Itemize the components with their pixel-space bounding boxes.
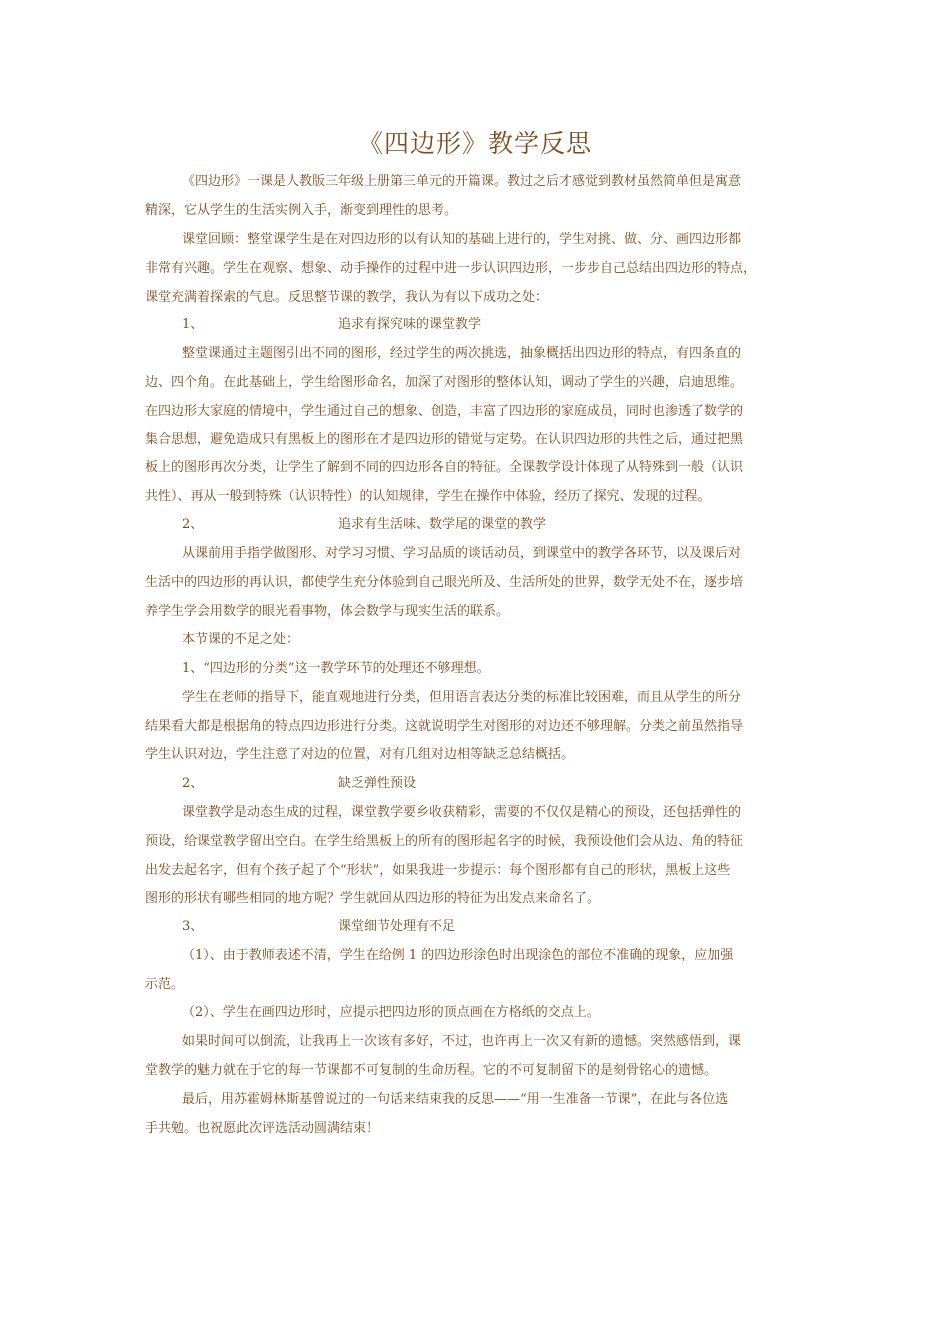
paragraph-line: 精深，它从学生的生活实例入手，渐变到理性的思考。 [145, 203, 458, 218]
document-title: 《四边形》教学反思 [357, 129, 592, 158]
paragraph-line: 边、四个角。在此基础上，学生给图形命名，加深了对图形的整体认知，调动了学生的兴趣，启迪思维。 [145, 375, 744, 390]
paragraph-line: 生活中的四边形的再认识，都使学生充分体验到自己眼光所及、生活所处的世界，数学无处不在，逐步培 [145, 575, 744, 590]
paragraph-line: 课堂充满着探索的气息。反思整节课的教学，我认为有以下成功之处： [145, 290, 549, 305]
paragraph-line: 示范。 [145, 977, 185, 992]
paragraph-line: 出发去起名字，但有个孩子起了个“形状”，如果我进一步提示：每个图形都有自己的形状，黑板上这些 [145, 863, 731, 878]
paragraph-line: 1、“四边形的分类”这一教学环节的处理还不够理想。 [182, 661, 490, 676]
paragraph-line: 预设，给课堂教学留出空白。在学生给黑板上的所有的图形起名字的时候，我预设他们会从边、角的特征 [145, 834, 744, 849]
section-heading: 课堂细节处理有不足 [338, 919, 456, 934]
paragraph-line: 手共勉。也祝愿此次评选活动圆满结束！ [145, 1121, 380, 1136]
section-number: 1、 [182, 317, 204, 332]
paragraph-line: 学生在老师的指导下，能直观地进行分类，但用语言表达分类的标准比较困难，而且从学生的所分 [182, 690, 742, 705]
paragraph-line: 共性）、再从一般到特殊（认识特性）的认知规律，学生在操作中体验，经历了探究、发现的过程。 [145, 489, 711, 504]
section-heading: 追求有生活味、数学尾的课堂的教学 [338, 517, 547, 532]
paragraph-line: 非常有兴趣。学生在观察、想象、动手操作的过程中进一步认识四边形，一步步自己总结出四边形的特点， [145, 261, 757, 276]
paragraph-line: 堂教学的魅力就在于它的每一节课都不可复制的生命历程。它的不可复制留下的是刻骨铭心的遗憾。 [145, 1063, 718, 1078]
section-number: 2、 [182, 776, 204, 791]
paragraph-line: 本节课的不足之处： [182, 632, 300, 647]
paragraph-line: 如果时间可以倒流，让我再上一次该有多好，不过，也许再上一次又有新的遗憾。突然感悟到，课 [182, 1034, 742, 1049]
paragraph-line: 最后，用苏霍姆林斯基曾说过的一句话来结束我的反思——“用一生准备一节课”，在此与各位选 [182, 1092, 729, 1107]
paragraph-line: 整堂课通过主题图引出不同的图形，经过学生的两次挑选，抽象概括出四边形的特点，有四条直的 [182, 346, 742, 361]
paragraph-line: 《四边形》一课是人教版三年级上册第三单元的开篇课。教过之后才感觉到教材虽然简单但是寓意 [182, 174, 742, 189]
section-number: 2、 [182, 517, 204, 532]
paragraph-line: 结果看大都是根据角的特点四边形进行分类。这就说明学生对图形的对边还不够理解。分类之前虽然指导 [145, 719, 744, 734]
section-heading: 缺乏弹性预设 [338, 776, 417, 791]
paragraph-line: 课堂教学是动态生成的过程，课堂教学要乡收获精彩，需要的不仅仅是精心的预设，还包括弹性的 [182, 805, 742, 820]
paragraph-line: 图形的形状有哪些相同的地方呢？学生就回从四边形的特征为出发点来命名了。 [145, 891, 601, 906]
paragraph-line: 在四边形大家庭的情境中，学生通过自己的想象、创造，丰富了四边形的家庭成员，同时也渗透了数学的 [145, 404, 744, 419]
section-number: 3、 [182, 919, 204, 934]
paragraph-line: （1）、由于教师表述不清，学生在给例 1 的四边形涂色时出现涂色的部位不准确的现象，应加强 [182, 948, 734, 963]
paragraph-line: 板上的图形再次分类，让学生了解到不同的四边形各自的特征。全课教学设计体现了从特殊到一般（认识 [145, 460, 744, 475]
section-heading: 追求有探究味的课堂教学 [338, 317, 482, 332]
paragraph-line: 学生认识对边，学生注意了对边的位置，对有几组对边相等缺乏总结概括。 [145, 747, 575, 762]
paragraph-line: 课堂回顾：整堂课学生是在对四边形的以有认知的基础上进行的，学生对挑、做、分、画四边形都 [182, 232, 742, 247]
paragraph-line: 养学生学会用数学的眼光看事物，体会数学与现实生活的联系。 [145, 604, 510, 619]
paragraph-line: （2）、学生在画四边形时，应提示把四边形的顶点画在方格纸的交点上。 [182, 1005, 600, 1020]
paragraph-line: 从课前用手指学做图形、对学习习惯、学习品质的谈话动员，到课堂中的教学各环节，以及课后对 [182, 546, 742, 561]
paragraph-line: 集合思想，避免造成只有黑板上的图形在才是四边形的错觉与定势。在认识四边形的共性之后，通过把黑 [145, 432, 744, 447]
